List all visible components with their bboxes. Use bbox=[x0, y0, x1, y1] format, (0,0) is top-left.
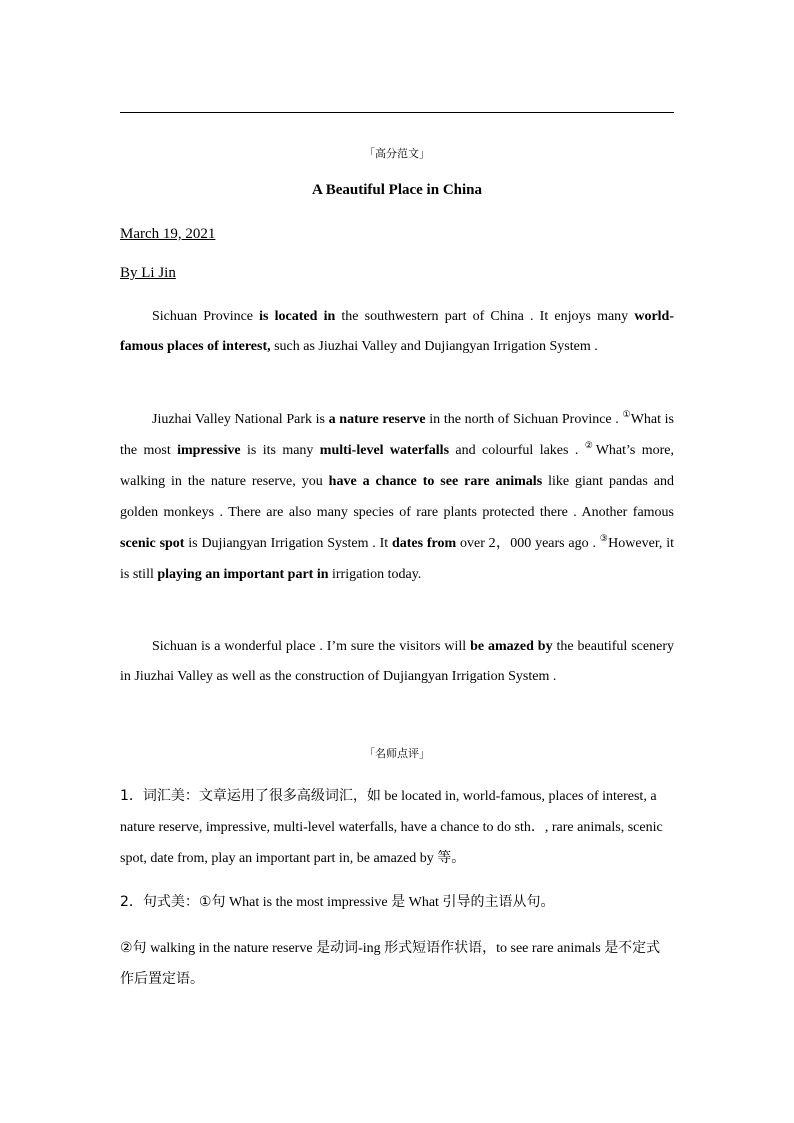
essay-paragraph-3: Sichuan is a wonderful place . I’m sure the visitors will be amazed by the beautiful scenery in Jiuzhai Valley as well as the construction of Dujiangyan Irrigation System . bbox=[120, 639, 674, 684]
teacher-review-label: 「名师点评」 bbox=[364, 747, 430, 760]
model-essay-label: 「高分范文」 bbox=[364, 147, 430, 160]
essay-title: A Beautiful Place in China bbox=[311, 182, 483, 198]
essay-byline: By Li Jin bbox=[120, 265, 176, 281]
essay-paragraph-1: Sichuan Province is located in the southwestern part of China . It enjoys many world-famous places of interest, such as Jiuzhai Valley and Dujiangyan Irrigation System . bbox=[120, 309, 674, 354]
essay-paragraph-2: Jiuzhai Valley National Park is a nature reserve in the north of Sichuan Province . ①What is the most impressive is its many multi-level waterfalls and colourful lakes . ②What’s more, walking in the nature reserve, you have a chance to see rare animals like giant pandas and golden monkeys . There are also many species of rare plants protected there . Another famous scenic spot is Dujiangyan Irrigation System . It dates from over 2，000 years ago . ③However, it is still playing an important part in irrigation today. bbox=[120, 409, 675, 582]
review-note-3: ②句 walking in the nature reserve 是动词-ing 形式短语作状语，to see rare animals 是不定式作后置定语。 bbox=[120, 940, 661, 987]
review-note-2: 2．句式美：①句 What is the most impressive 是 What 引导的主语从句。 bbox=[120, 894, 555, 910]
header-rule bbox=[120, 112, 674, 113]
essay-date: March 19, 2021 bbox=[120, 226, 216, 242]
circled-marker-1: ① bbox=[622, 409, 631, 419]
review-note-1: 1．词汇美：文章运用了很多高级词汇，如 be located in, world-famous, places of interest, a nature reserve, impressive, multi-level waterfalls, have a chance to do sth．, rare animals, scenic spot, date from, play an important part in, be amazed by 等。 bbox=[120, 788, 663, 866]
circled-marker-3: ③ bbox=[599, 533, 609, 543]
circled-marker-2: ② bbox=[584, 440, 596, 450]
